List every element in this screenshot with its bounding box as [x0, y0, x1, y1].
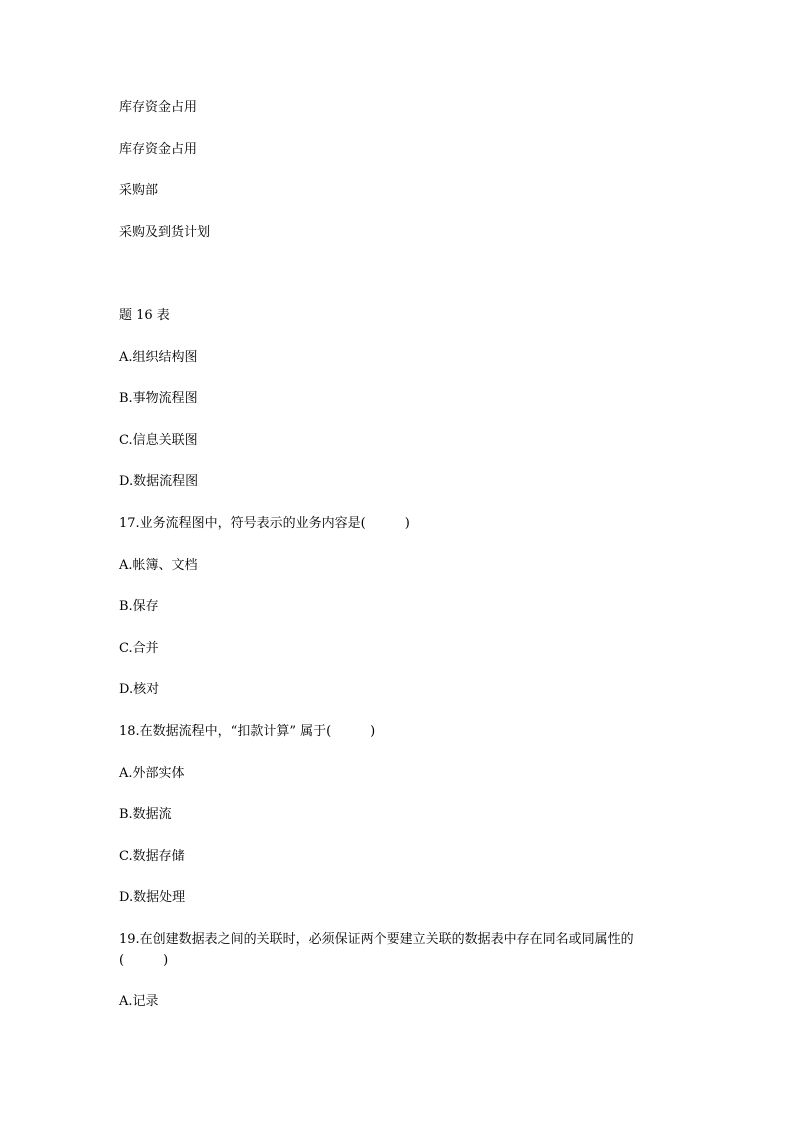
q19-option-a: A.记录: [119, 994, 159, 1009]
q18-option-a: A.外部实体: [119, 766, 185, 781]
q18-option-b: B.数据流: [119, 807, 172, 822]
table-item: 采购及到货计划: [119, 225, 211, 240]
table-item: 库存资金占用: [119, 142, 198, 157]
q19-stem-line1: 19.在创建数据表之间的关联时，必须保证两个要建立关联的数据表中存在同名或同属性的: [119, 932, 634, 947]
q17-option-b: B.保存: [119, 599, 159, 614]
q18-option-c: C.数据存储: [119, 849, 185, 864]
q17-option-d: D.核对: [119, 682, 160, 697]
q17-stem: 17.业务流程图中，符号表示的业务内容是( ): [119, 516, 410, 531]
q16-option-b: B.事物流程图: [119, 391, 198, 406]
q18-option-d: D.数据处理: [119, 890, 186, 905]
q16-option-c: C.信息关联图: [119, 433, 198, 448]
q19-stem-line2: ( ): [119, 953, 169, 968]
table-item: 库存资金占用: [119, 100, 198, 115]
table-item: 采购部: [119, 183, 159, 198]
q16-option-a: A.组织结构图: [119, 350, 198, 365]
table-caption: 题 16 表: [119, 308, 170, 323]
q17-option-a: A.帐簿、文档: [119, 558, 198, 573]
q16-option-d: D.数据流程图: [119, 474, 199, 489]
q18-stem: 18.在数据流程中，“扣款计算” 属于( ): [119, 724, 376, 739]
q17-option-c: C.合并: [119, 641, 159, 656]
